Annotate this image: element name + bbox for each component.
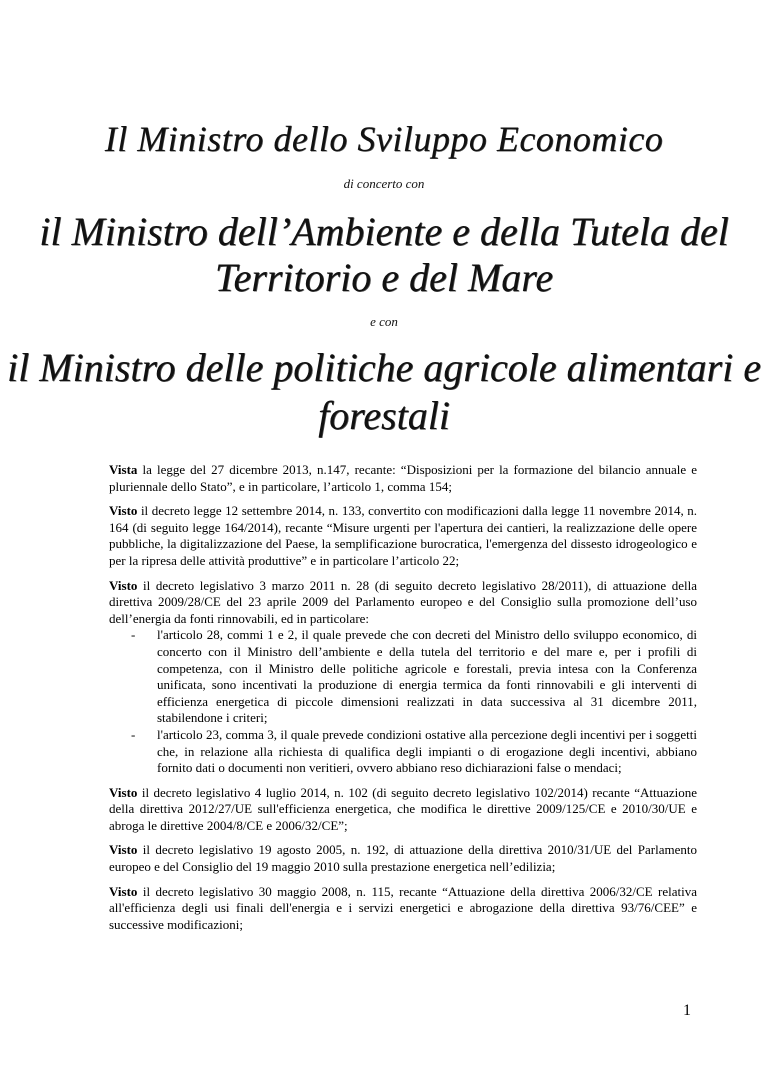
list-item	[109, 727, 697, 777]
paragraph-lead: Visto	[109, 577, 138, 593]
title-line-forestali: forestali	[318, 393, 450, 438]
paragraph	[109, 785, 697, 835]
conjunction-di-concerto: di concerto con	[343, 176, 425, 191]
paragraph-text: il decreto legislativo 30 maggio 2008, n. 115, recante “Attuazione della direttiva 2006/32/CE relativa all'efficienza degli usi finali dell'energia e i servizi energetici e abrogazione della direttiva 93/76/CEE” e successive modificazioni;	[109, 883, 697, 932]
paragraph-lead: Visto	[109, 842, 138, 858]
list-item-text: l'articolo 28, commi 1 e 2, il quale prevede che con decreti del Ministro dello sviluppo economico, di concerto con il Ministro dell’ambiente e della tutela del territorio e del mare e, per i profili di competenza, con il Ministro delle politiche agricole e forestali, previa intesa con la Conferenza unificata, sono incentivati la produzione di energia termica da fonti rinnovabili e gli interventi di efficienza energetica di piccole dimensioni realizzati in data successiva al 31 dicembre 2011, stabilendone i criteri;	[157, 627, 697, 726]
page-number: 1	[683, 1002, 691, 1019]
list-dash: -	[131, 627, 136, 643]
paragraph	[109, 884, 697, 934]
title-line-ministro-sviluppo: Il Ministro dello Sviluppo Economico	[104, 119, 664, 159]
list-dash: -	[131, 726, 136, 742]
paragraph	[109, 462, 697, 495]
paragraph-text: il decreto legge 12 settembre 2014, n. 133, convertito con modificazioni dalla legge 11 novembre 2014, n. 164 (di seguito legge 164/2014), recante “Misure urgenti per l'apertura dei cantieri, la realizzazione delle opere pubbliche, la digitalizzazione del Paese, la semplificazione burocratica, l'emergenza del dissesto idrogeologico e per la ripresa delle attività produttive” e in particolare l’articolo 22;	[109, 503, 697, 568]
paragraph-text: il decreto legislativo 19 agosto 2005, n. 192, di attuazione della direttiva 2010/31/UE del Parlamento europeo e del Consiglio del 19 maggio 2010 sulla prestazione energetica nell’edilizia;	[109, 842, 697, 875]
paragraph-text: il decreto legislativo 4 luglio 2014, n. 102 (di seguito decreto legislativo 102/2014) recante “Attuazione della direttiva 2012/27/UE sull'efficienza energetica, che modifica le direttive 2009/125/CE e 2010/30/UE e abroga le direttive 2004/8/CE e 2006/32/CE”;	[109, 784, 697, 833]
list-item	[109, 627, 697, 727]
title-line-ministro-agricole: il Ministro delle politiche agricole alimentari e	[7, 345, 761, 390]
paragraph-lead: Visto	[109, 503, 138, 519]
conjunction-e-con: e con	[370, 314, 398, 329]
paragraph-lead: Visto	[109, 784, 138, 800]
paragraph-lead: Vista	[109, 462, 138, 477]
list-item-text: l'articolo 23, comma 3, il quale prevede condizioni ostative alla percezione degli incentivi per i soggetti che, in relazione alla richiesta di qualifica degli impianti o di erogazione degli incentivi, abbiano fornito dati o documenti non veritieri, ovvero abbiano reso dichiarazioni false o mendaci;	[157, 726, 697, 776]
title-line-ministro-ambiente: il Ministro dell’Ambiente e della Tutela del	[39, 209, 729, 254]
document-body	[109, 462, 697, 941]
paragraph-text: il decreto legislativo 3 marzo 2011 n. 28 (di seguito decreto legislativo 28/2011), di attuazione della direttiva 2009/28/CE del 23 aprile 2009 del Parlamento europeo e del Consiglio sulla promozione dell’uso dell’energia da fonti rinnovabili, ed in particolare:	[109, 577, 697, 626]
paragraph	[109, 503, 697, 569]
paragraph	[109, 842, 697, 875]
paragraph-text: la legge del 27 dicembre 2013, n.147, recante: “Disposizioni per la formazione del bilancio annuale e pluriennale dello Stato”, e in particolare, l’articolo 1, comma 154;	[109, 462, 697, 494]
paragraph	[109, 578, 697, 628]
paragraph-lead: Visto	[109, 883, 138, 899]
title-line-territorio-mare: Territorio e del Mare	[214, 255, 554, 300]
bullet-list	[109, 627, 697, 776]
